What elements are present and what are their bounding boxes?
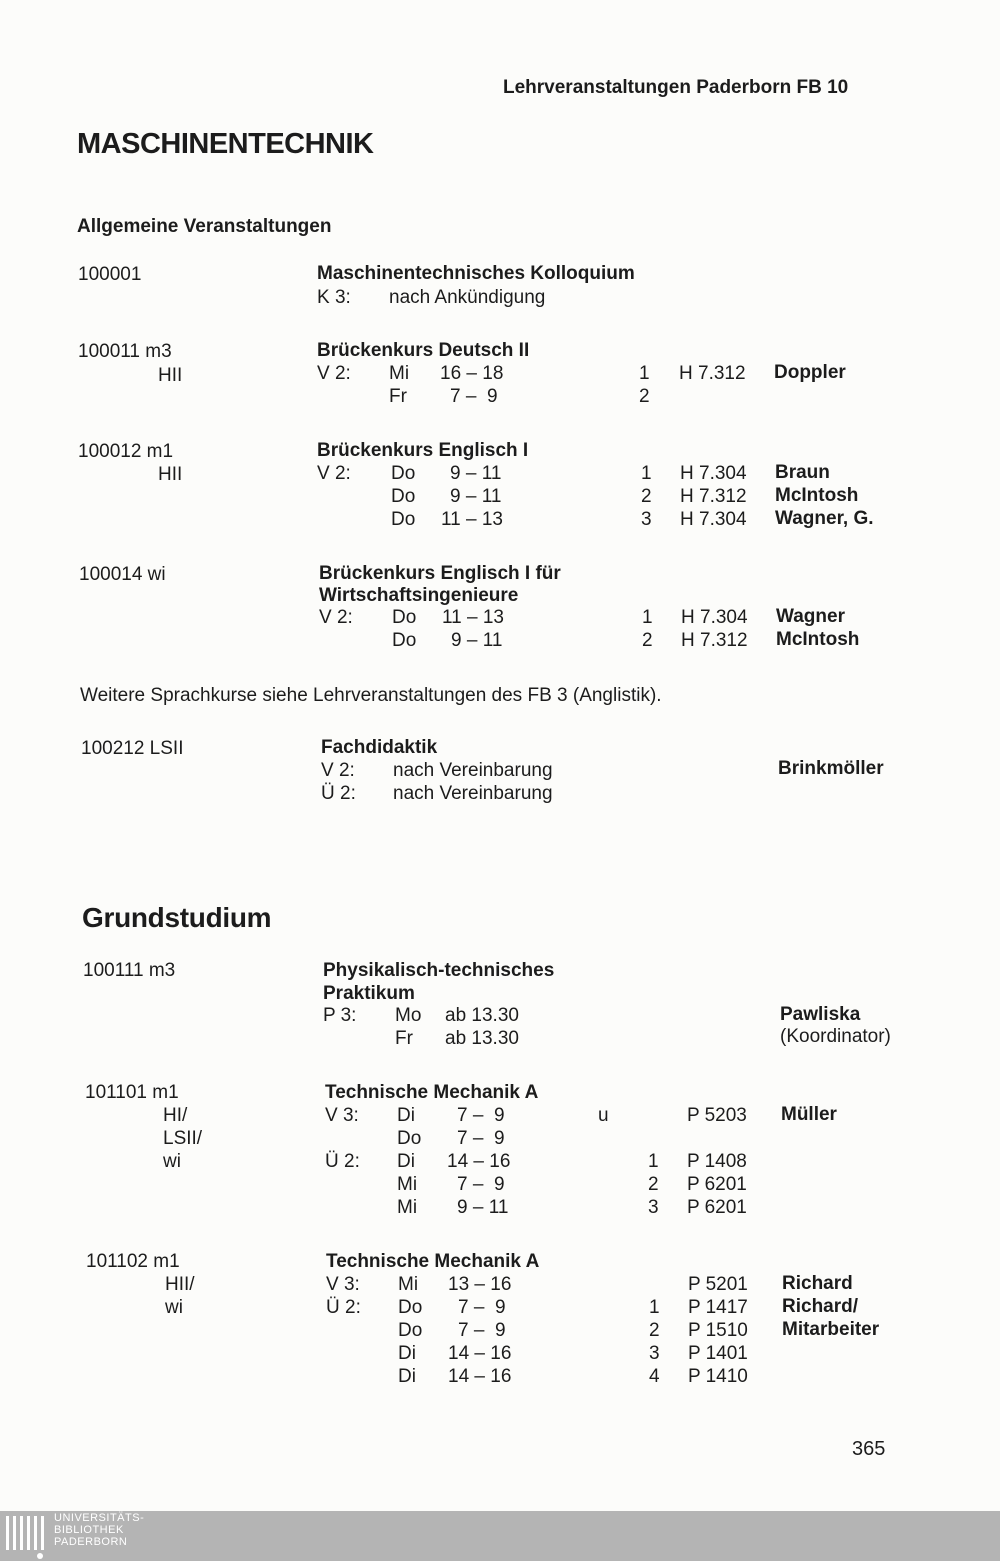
group: 4 [649,1366,660,1387]
day: Do [398,1297,423,1318]
time: ab 13.30 [445,1028,519,1049]
day: Di [397,1105,415,1126]
time: 14 – 16 [448,1366,512,1387]
course-title-cont: Praktikum [323,983,415,1004]
time: 7 – 9 [458,1320,506,1341]
note-u: u [598,1105,609,1126]
room: H 7.304 [680,463,747,484]
group: 2 [648,1174,659,1195]
course-audience: HII/ [165,1274,195,1295]
library-name-line: BIBLIOTHEK [54,1524,124,1536]
course-title: Technische Mechanik A [325,1082,539,1103]
day: Do [397,1128,422,1149]
group: 3 [648,1197,659,1218]
day: Mi [397,1197,418,1218]
day: Mo [395,1005,422,1026]
lecturer: McIntosh [776,629,860,650]
group: 1 [639,363,650,384]
course-number: 100012 m1 [78,441,174,462]
time: 11 – 13 [442,607,504,628]
day: Mi [398,1274,419,1295]
course-title: Fachdidaktik [321,737,438,758]
course-type: K 3: [317,287,351,308]
course-audience: HII [158,464,183,485]
room: P 1410 [688,1366,748,1387]
course-audience: wi [165,1297,183,1318]
lecturer: Brinkmöller [778,758,884,779]
time: 14 – 16 [447,1151,511,1172]
room: H 7.312 [680,486,747,507]
lecturer: Richard/ [782,1296,859,1317]
course-schedule-note: nach Ankündigung [389,287,546,308]
day: Do [392,630,417,651]
course-title: Technische Mechanik A [326,1251,540,1272]
room: H 7.312 [681,630,748,651]
group: 2 [649,1320,660,1341]
lecturer: Richard [782,1273,853,1294]
section-heading-grundstudium: Grundstudium [82,902,272,933]
room: P 6201 [687,1197,747,1218]
course-type: V 2: [319,607,353,628]
note-sprachkurse: Weitere Sprachkurse siehe Lehrveranstaltungen des FB 3 (Anglistik). [80,685,662,706]
course-type: P 3: [323,1005,357,1026]
course-type: Ü 2: [325,1151,360,1172]
course-number: 100011 m3 [78,341,172,362]
day: Do [391,509,416,530]
lecturer: Pawliska [780,1004,861,1025]
room: P 6201 [687,1174,747,1195]
course-schedule-note: nach Vereinbarung [393,783,553,804]
course-title: Physikalisch-technisches [323,960,555,981]
room: P 1417 [688,1297,748,1318]
lecturer: Müller [781,1104,837,1125]
time: 7 – 9 [457,1128,505,1149]
course-type: Ü 2: [326,1297,361,1318]
time: 9 – 11 [450,486,502,507]
day: Di [398,1366,416,1387]
group: 3 [641,509,652,530]
day: Do [391,463,416,484]
day: Do [398,1320,423,1341]
room: P 1510 [688,1320,748,1341]
room: P 5201 [688,1274,748,1295]
time: 9 – 11 [450,463,502,484]
time: 7 – 9 [458,1297,506,1318]
footer-band [0,1511,1000,1561]
time: 9 – 11 [457,1197,509,1218]
course-number: 101102 m1 [86,1251,180,1272]
library-name [54,1512,144,1548]
time: 9 – 11 [451,630,503,651]
day: Do [391,486,416,507]
course-title: Brückenkurs Englisch I für [319,563,561,584]
time: ab 13.30 [445,1005,519,1026]
course-number: 100212 LSII [81,738,184,759]
course-type: Ü 2: [321,783,356,804]
day: Mi [389,363,410,384]
course-type: V 3: [325,1105,359,1126]
course-title: Brückenkurs Englisch I [317,440,529,461]
day: Mi [397,1174,418,1195]
lecturer: Mitarbeiter [782,1319,880,1340]
day: Do [392,607,417,628]
day: Fr [389,386,407,407]
course-title: Brückenkurs Deutsch II [317,340,530,361]
time: 11 – 13 [441,509,503,530]
room: P 5203 [687,1105,747,1126]
group: 1 [641,463,652,484]
page-title: MASCHINENTECHNIK [77,128,374,160]
lecturer: Wagner, G. [775,508,874,529]
group: 1 [649,1297,660,1318]
room: P 1401 [688,1343,748,1364]
time: 7 – 9 [450,386,498,407]
library-logo-icon [4,1513,48,1559]
course-number: 100014 wi [79,564,166,585]
time: 7 – 9 [457,1174,505,1195]
group: 3 [649,1343,660,1364]
lecturer-role: (Koordinator) [780,1026,891,1047]
day: Fr [395,1028,413,1049]
library-name-line: PADERBORN [54,1536,128,1548]
course-audience: HII [158,365,183,386]
course-audience: wi [163,1151,181,1172]
day: Di [398,1343,416,1364]
group: 2 [639,386,650,407]
course-type: V 2: [317,463,351,484]
course-type: V 2: [321,760,355,781]
page-number: 365 [852,1438,886,1460]
course-number: 101101 m1 [85,1082,179,1103]
group: 1 [648,1151,659,1172]
course-title: Maschinentechnisches Kolloquium [317,263,635,284]
time: 7 – 9 [457,1105,505,1126]
group: 1 [642,607,653,628]
day: Di [397,1151,415,1172]
library-name-line: UNIVERSITÄTS- [54,1512,145,1524]
course-number: 100111 m3 [83,960,176,981]
room: H 7.312 [679,363,746,384]
time: 13 – 16 [448,1274,512,1295]
lecturer: Doppler [774,362,846,383]
time: 14 – 16 [448,1343,512,1364]
course-title-cont: Wirtschaftsingenieure [319,585,519,606]
lecturer: Wagner [776,606,845,627]
group: 2 [641,486,652,507]
course-audience: LSII/ [163,1128,203,1149]
course-type: V 2: [317,363,351,384]
running-head: Lehrveranstaltungen Paderborn FB 10 [503,77,849,98]
room: P 1408 [687,1151,747,1172]
group: 2 [642,630,653,651]
course-audience: HI/ [163,1105,188,1126]
lecturer: McIntosh [775,485,859,506]
time: 16 – 18 [440,363,504,384]
lecturer: Braun [775,462,830,483]
room: H 7.304 [681,607,748,628]
course-number: 100001 [78,264,142,285]
room: H 7.304 [680,509,747,530]
section-heading-allgemein: Allgemeine Veranstaltungen [77,216,332,237]
course-schedule-note: nach Vereinbarung [393,760,553,781]
course-type: V 3: [326,1274,360,1295]
